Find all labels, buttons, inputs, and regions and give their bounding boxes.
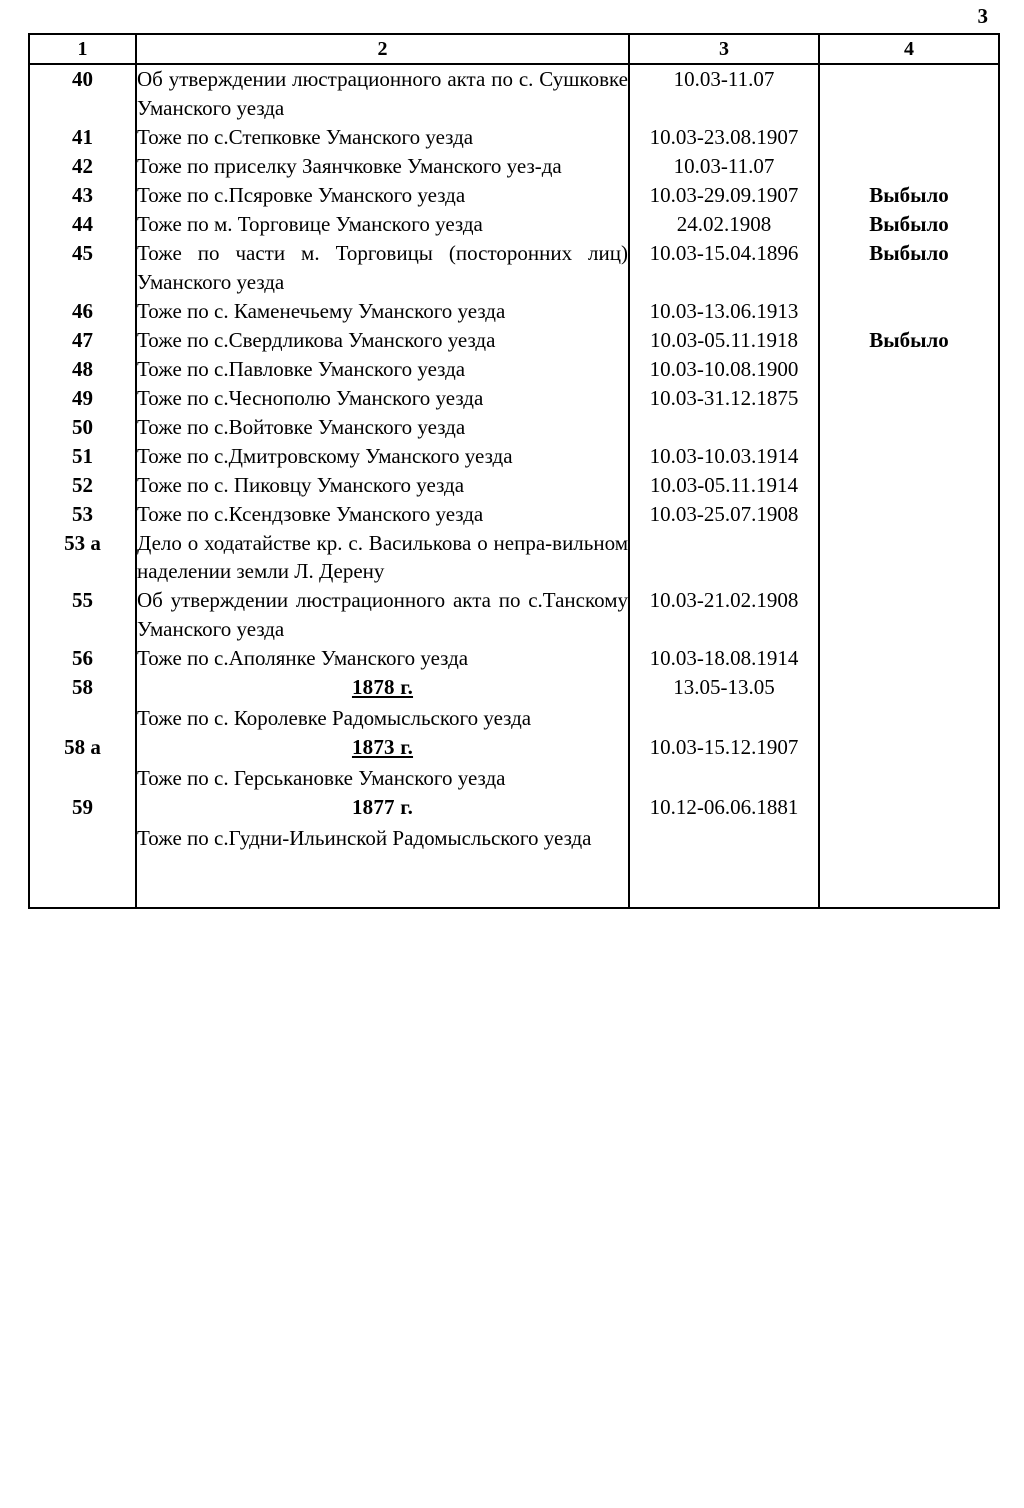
table-row: [29, 644, 999, 673]
item-number-cell: 40: [29, 64, 136, 123]
item-number-cell: 52: [29, 471, 136, 500]
year-heading: 1878 г.: [351, 675, 414, 700]
case-title-cell: Тоже по м. Торговице Уманского уезда: [136, 210, 629, 239]
dates-cell: 10.03-15.04.1896: [629, 239, 819, 297]
item-number-cell: 49: [29, 384, 136, 413]
dates-cell: [629, 413, 819, 442]
dates-cell: 10.03-15.12.1907: [629, 733, 819, 793]
table-row: [29, 239, 999, 297]
item-number-cell: 50: [29, 413, 136, 442]
note-cell: [819, 529, 999, 587]
dates-cell: 10.12-06.06.1881: [629, 793, 819, 853]
year-heading: 1873 г.: [351, 735, 414, 760]
note-cell: [819, 644, 999, 673]
table-row: [29, 326, 999, 355]
note-cell: Выбыло: [819, 181, 999, 210]
table-row: [29, 413, 999, 442]
case-title-cell: Тоже по с.Дмитровскому Уманского уезда: [136, 442, 629, 471]
note-cell: [819, 355, 999, 384]
item-number-cell: 45: [29, 239, 136, 297]
case-title-cell: Дело о ходатайстве кр. с. Василькова о непра-вильном наделении земли Л. Дерену: [136, 529, 629, 587]
note-cell: [819, 586, 999, 644]
dates-cell: 10.03-05.11.1918: [629, 326, 819, 355]
case-title-cell: Тоже по с. Каменечьему Уманского уезда: [136, 297, 629, 326]
note-cell: [819, 123, 999, 152]
table-row: [29, 210, 999, 239]
table-row: [29, 152, 999, 181]
dates-cell: 10.03-10.08.1900: [629, 355, 819, 384]
dates-cell: 10.03-31.12.1875: [629, 384, 819, 413]
dates-cell: 10.03-21.02.1908: [629, 586, 819, 644]
empty-cell: [29, 853, 136, 908]
note-cell: [819, 733, 999, 793]
empty-cell: [819, 853, 999, 908]
table-header: [29, 34, 999, 64]
item-number-cell: 46: [29, 297, 136, 326]
item-number-cell: 53 a: [29, 529, 136, 587]
note-cell: Выбыло: [819, 239, 999, 297]
note-cell: [819, 64, 999, 123]
dates-cell: 10.03-05.11.1914: [629, 471, 819, 500]
dates-cell: 10.03-25.07.1908: [629, 500, 819, 529]
empty-cell: [136, 853, 629, 908]
item-number-cell: 51: [29, 442, 136, 471]
column-header-1: 1: [29, 34, 136, 64]
empty-cell: [629, 853, 819, 908]
item-number-cell: 53: [29, 500, 136, 529]
table-row: [29, 297, 999, 326]
table-tail-spacer: [29, 853, 999, 908]
dates-cell: 10.03-29.09.1907: [629, 181, 819, 210]
note-cell: [819, 442, 999, 471]
note-cell: Выбыло: [819, 210, 999, 239]
dates-cell: 10.03-13.06.1913: [629, 297, 819, 326]
dates-cell: 24.02.1908: [629, 210, 819, 239]
table-row: [29, 64, 999, 123]
case-title-cell: Тоже по с.Степковке Уманского уезда: [136, 123, 629, 152]
item-number-cell: 48: [29, 355, 136, 384]
dates-cell: 10.03-10.03.1914: [629, 442, 819, 471]
case-title-cell: Тоже по с.Свердликова Уманского уезда: [136, 326, 629, 355]
case-title-cell: [136, 733, 629, 793]
case-title-text: Тоже по с. Королевке Радомысльского уезда: [137, 706, 532, 731]
case-title-text: Тоже по с. Герськановке Уманского уезда: [137, 766, 506, 791]
column-header-4: 4: [819, 34, 999, 64]
inventory-table: [28, 33, 1000, 909]
note-cell: [819, 413, 999, 442]
case-title-cell: Тоже по приселку Заянчковке Уманского уез-да: [136, 152, 629, 181]
case-title-cell: [136, 793, 629, 853]
note-cell: [819, 384, 999, 413]
table-row: [29, 673, 999, 733]
dates-cell: 10.03-18.08.1914: [629, 644, 819, 673]
case-title-cell: Тоже по части м. Торговицы (посторонних лиц) Уманского уезда: [136, 239, 629, 297]
case-title-cell: Тоже по с.Чеснополю Уманского уезда: [136, 384, 629, 413]
table-row: [29, 442, 999, 471]
note-cell: Выбыло: [819, 326, 999, 355]
case-title-cell: [136, 673, 629, 733]
dates-cell: 10.03-23.08.1907: [629, 123, 819, 152]
item-number-cell: 43: [29, 181, 136, 210]
table-row: [29, 355, 999, 384]
item-number-cell: 41: [29, 123, 136, 152]
item-number-cell: 58: [29, 673, 136, 733]
item-number-cell: 42: [29, 152, 136, 181]
item-number-cell: 58 a: [29, 733, 136, 793]
note-cell: [819, 500, 999, 529]
dates-cell: 10.03-11.07: [629, 152, 819, 181]
column-header-2: 2: [136, 34, 629, 64]
dates-cell: 13.05-13.05: [629, 673, 819, 733]
table-row: [29, 384, 999, 413]
note-cell: [819, 152, 999, 181]
column-header-3: 3: [629, 34, 819, 64]
case-title-cell: Тоже по с.Аполянке Уманского уезда: [136, 644, 629, 673]
item-number-cell: 59: [29, 793, 136, 853]
table-row: [29, 500, 999, 529]
note-cell: [819, 471, 999, 500]
page-number: 3: [977, 4, 988, 28]
table-row: [29, 471, 999, 500]
case-title-cell: Тоже по с.Павловке Уманского уезда: [136, 355, 629, 384]
year-heading: 1877 г.: [351, 795, 414, 820]
item-number-cell: 44: [29, 210, 136, 239]
table-row: [29, 793, 999, 853]
table-row: [29, 733, 999, 793]
item-number-cell: 56: [29, 644, 136, 673]
column-number-row: [29, 34, 999, 64]
item-number-cell: 47: [29, 326, 136, 355]
case-title-cell: Тоже по с.Войтовке Уманского уезда: [136, 413, 629, 442]
note-cell: [819, 793, 999, 853]
case-title-cell: Тоже по с.Ксендзовке Уманского уезда: [136, 500, 629, 529]
case-title-cell: Об утверждении люстрационного акта по с. Сушковке Уманского уезда: [136, 64, 629, 123]
note-cell: [819, 673, 999, 733]
table-row: [29, 181, 999, 210]
case-title-cell: Об утверждении люстрационного акта по с.Танскому Уманского уезда: [136, 586, 629, 644]
note-cell: [819, 297, 999, 326]
dates-cell: [629, 529, 819, 587]
table-body: [29, 64, 999, 908]
table-row: [29, 529, 999, 587]
case-title-cell: Тоже по с. Пиковцу Уманского уезда: [136, 471, 629, 500]
table-row: [29, 586, 999, 644]
dates-cell: 10.03-11.07: [629, 64, 819, 123]
case-title-cell: Тоже по с.Псяровке Уманского уезда: [136, 181, 629, 210]
item-number-cell: 55: [29, 586, 136, 644]
table-row: [29, 123, 999, 152]
case-title-text: Тоже по с.Гудни-Ильинской Радомысльского уезда: [137, 826, 592, 851]
